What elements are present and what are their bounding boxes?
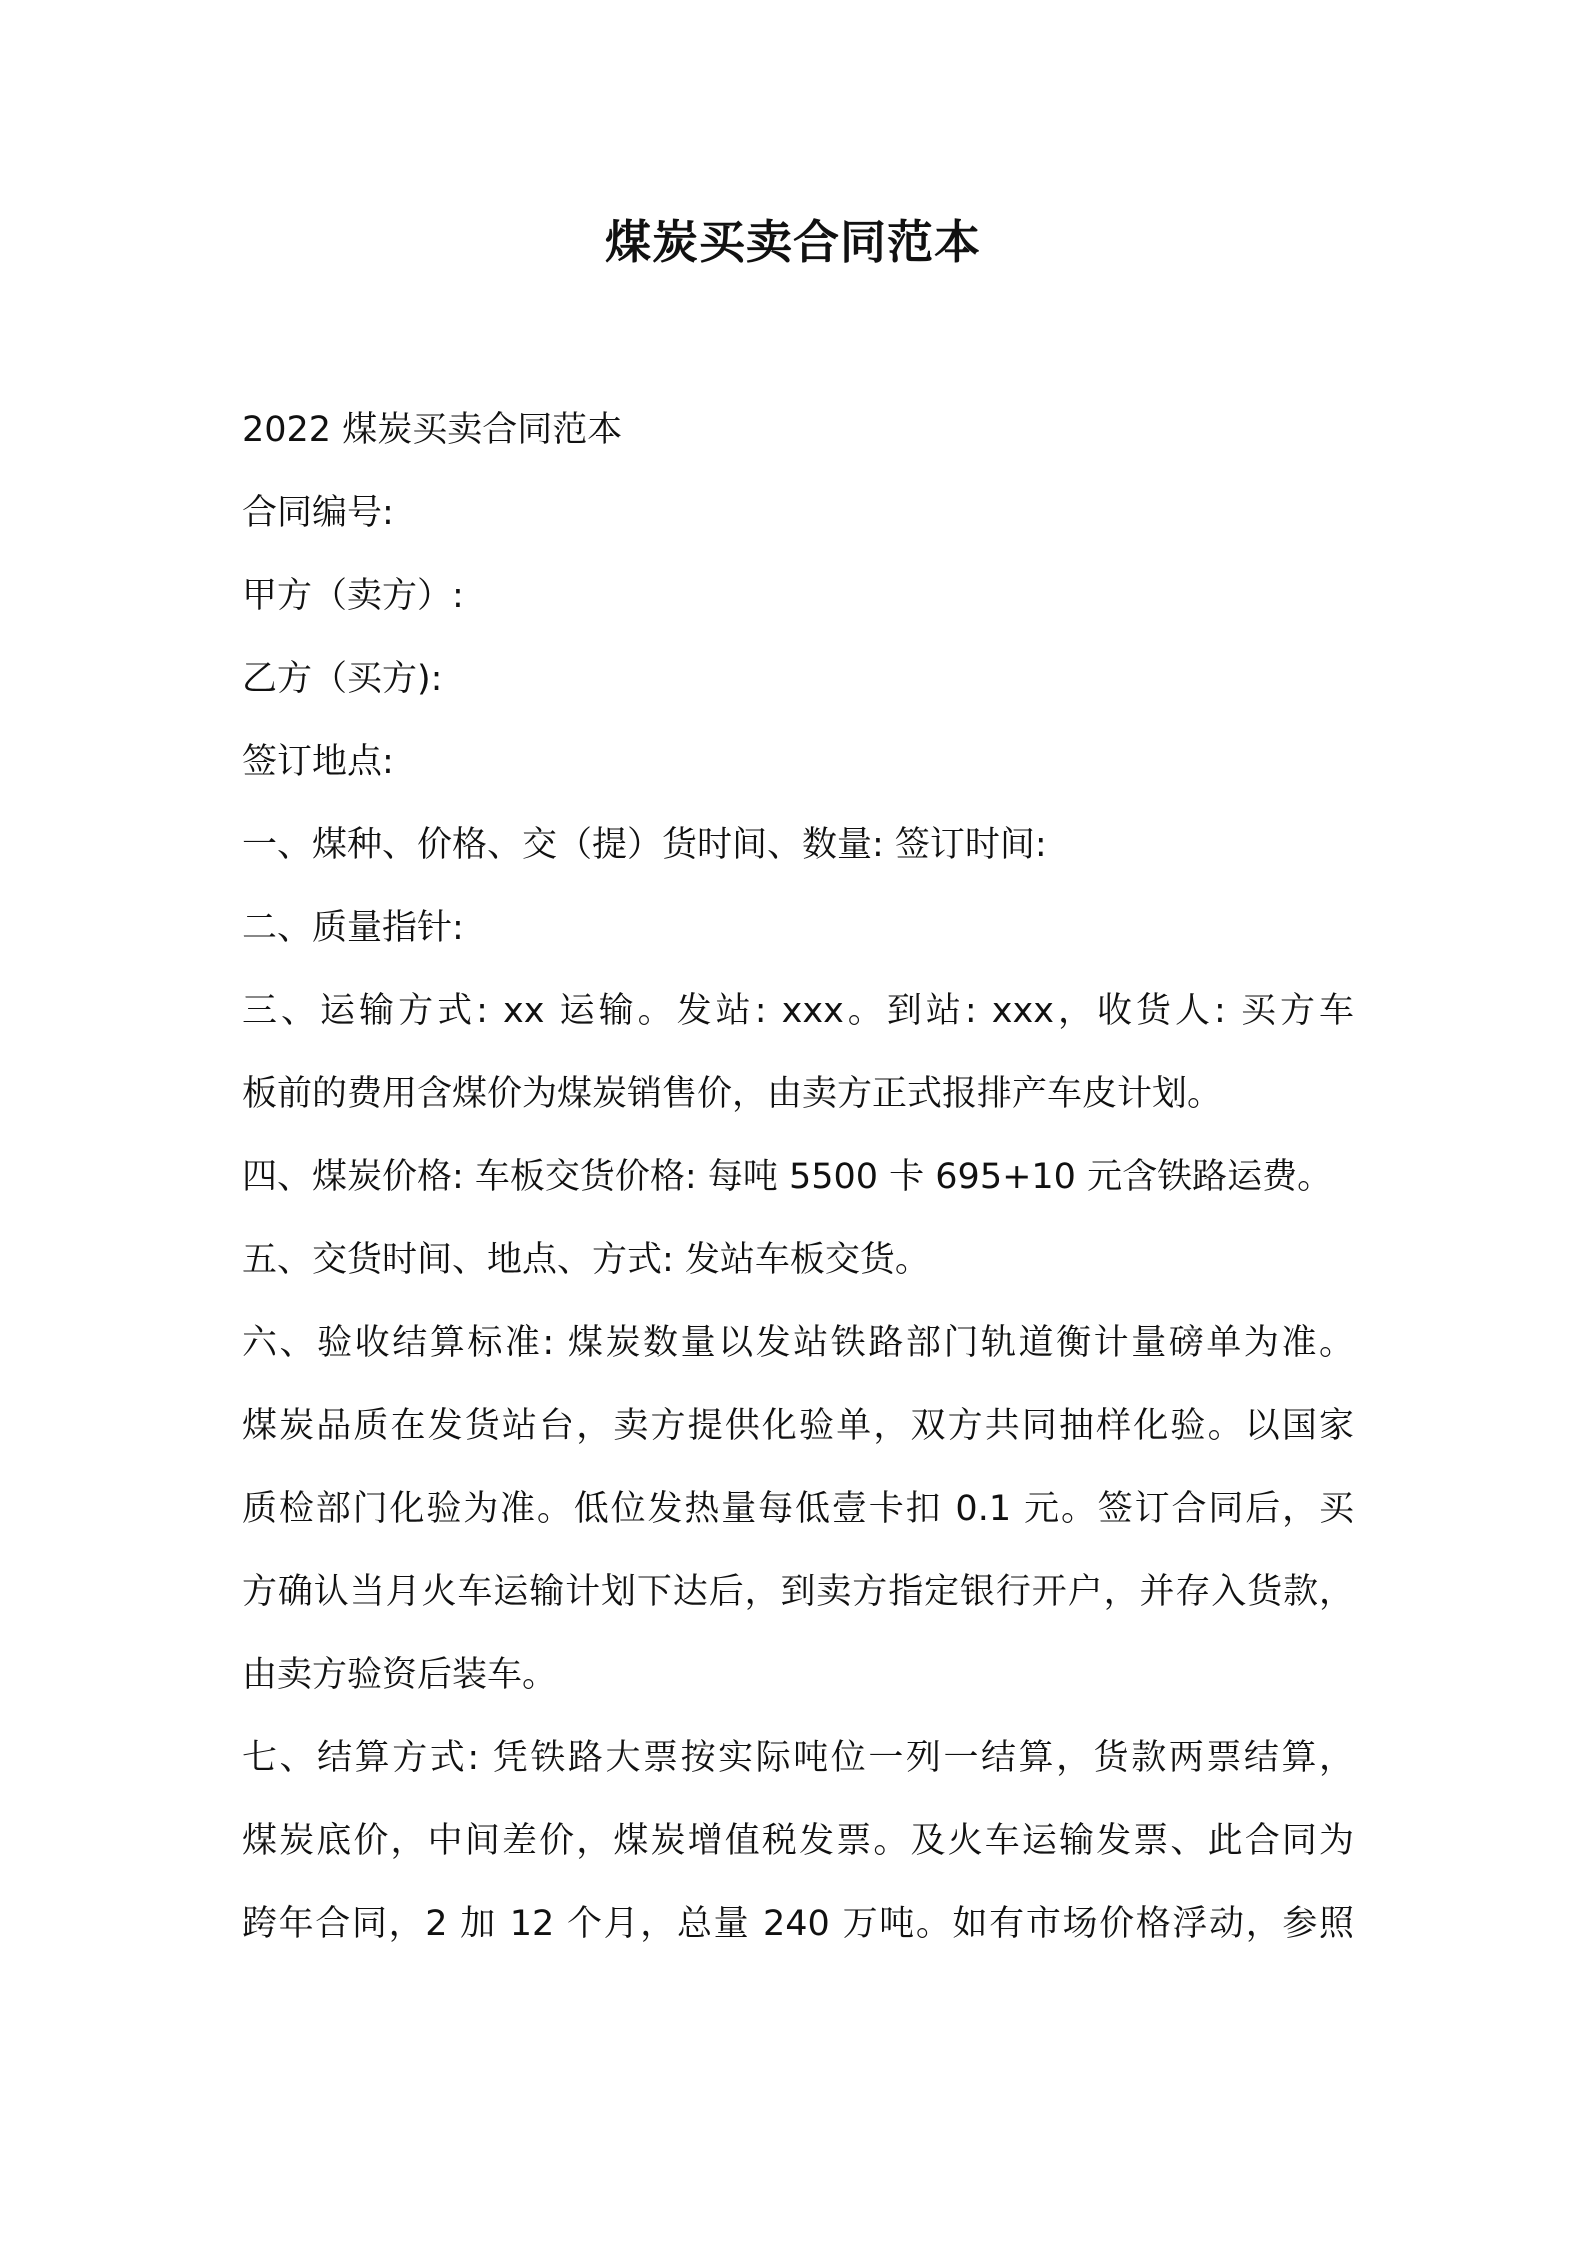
clause-2-line: 二、质量指针:: [242, 908, 464, 948]
contract-number-line: 合同编号:: [242, 493, 394, 533]
party-a-line: 甲方（卖方）:: [242, 576, 464, 616]
subtitle-line: 2022 煤炭买卖合同范本: [242, 410, 623, 450]
clause-3-line-2: 板前的费用含煤价为煤炭销售价，由卖方正式报排产车皮计划。: [242, 1074, 1223, 1114]
clause-3-line-1: 三、运输方式: xx 运输。发站: xxx。到站: xxx，收货人: 买方车: [242, 991, 1354, 1031]
document-title: 煤炭买卖合同范本: [605, 215, 981, 269]
clause-6-line-3: 质检部门化验为准。低位发热量每低壹卡扣 0.1 元。签订合同后，买: [242, 1489, 1354, 1529]
party-b-line: 乙方（买方):: [242, 659, 443, 699]
clause-7-line-2: 煤炭底价，中间差价，煤炭增值税发票。及火车运输发票、此合同为: [242, 1821, 1354, 1861]
clause-6-line-5: 由卖方验资后装车。: [242, 1655, 558, 1695]
signing-place-line: 签订地点:: [242, 742, 394, 782]
clause-6-line-2: 煤炭品质在发货站台，卖方提供化验单，双方共同抽样化验。以国家: [242, 1406, 1354, 1446]
clause-6-line-1: 六、验收结算标准: 煤炭数量以发站铁路部门轨道衡计量磅单为准。: [242, 1323, 1354, 1363]
document-body: [242, 410, 1354, 1987]
clause-6-line-4: 方确认当月火车运输计划下达后，到卖方指定银行开户，并存入货款，: [242, 1572, 1354, 1612]
clause-7-line-3: 跨年合同，2 加 12 个月，总量 240 万吨。如有市场价格浮动，参照: [242, 1904, 1354, 1944]
clause-4-line: 四、煤炭价格: 车板交货价格: 每吨 5500 卡 695+10 元含铁路运费。: [242, 1157, 1333, 1197]
clause-7-line-1: 七、结算方式: 凭铁路大票按实际吨位一列一结算，货款两票结算，: [242, 1738, 1354, 1778]
clause-5-line: 五、交货时间、地点、方式: 发站车板交货。: [242, 1240, 930, 1280]
clause-1-line: 一、煤种、价格、交（提）货时间、数量: 签订时间:: [242, 825, 1047, 865]
